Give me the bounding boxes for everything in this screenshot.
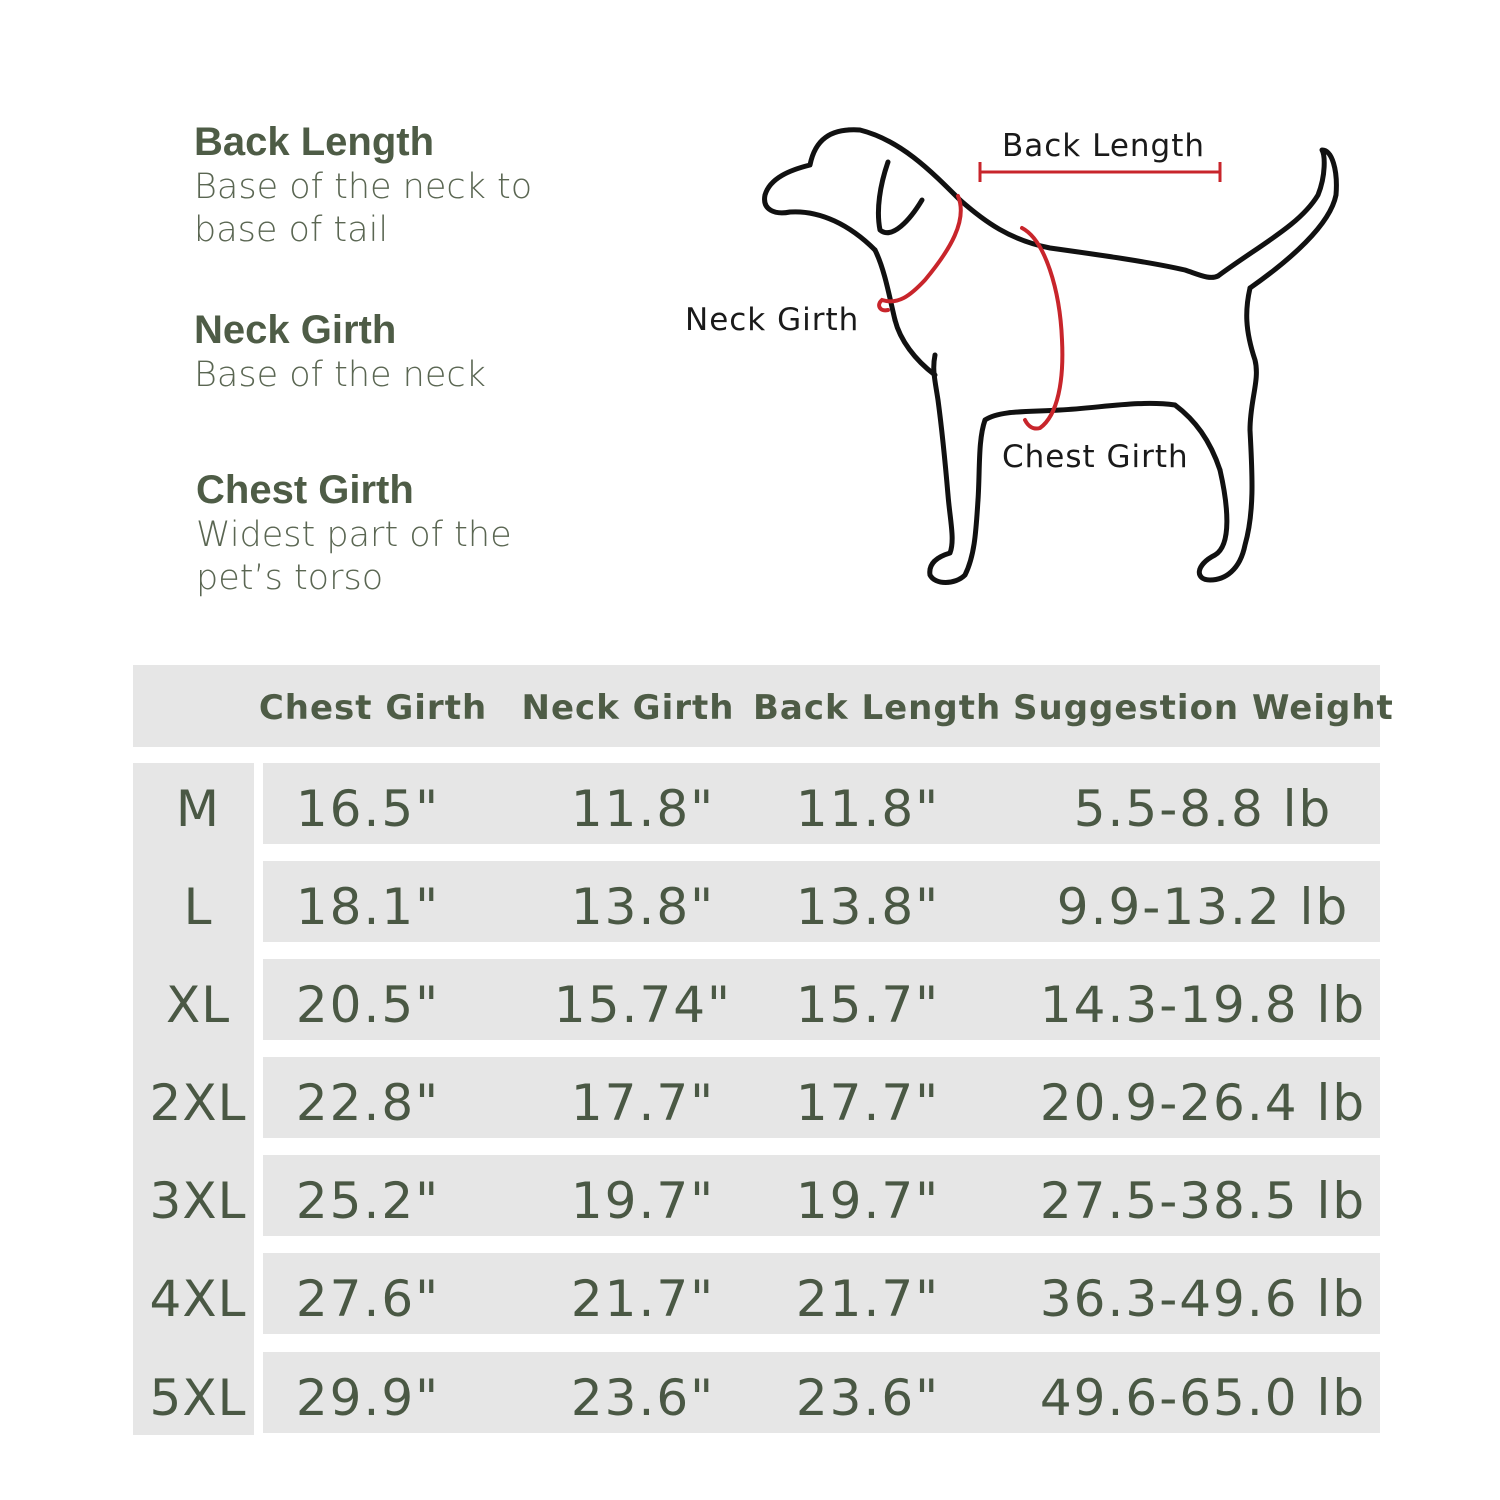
diagram-label-neck-girth: Neck Girth [685, 302, 860, 338]
neck-girth-value: 13.8" [570, 878, 716, 936]
chest-girth-value: 20.5" [295, 976, 441, 1034]
back-length-value: 15.7" [795, 976, 941, 1034]
neck-girth-value: 21.7" [570, 1270, 716, 1328]
table-row [263, 1057, 1380, 1138]
back-length-marker [980, 162, 1220, 182]
neck-girth-value: 15.74" [553, 976, 733, 1034]
neck-girth-value: 23.6" [570, 1369, 716, 1427]
size-label: M [175, 780, 221, 838]
size-label: 3XL [149, 1172, 247, 1230]
suggestion-weight-value: 27.5-38.5 lb [1039, 1172, 1367, 1230]
suggestion-weight-value: 14.3-19.8 lb [1039, 976, 1367, 1034]
chest-girth-value: 25.2" [295, 1172, 441, 1230]
guide-description: Widest part of the pet’s torso [196, 515, 512, 598]
back-length-value: 13.8" [795, 878, 941, 936]
header-back-length: Back Length [753, 688, 1002, 728]
suggestion-weight-value: 20.9-26.4 lb [1039, 1074, 1367, 1132]
back-length-value: 17.7" [795, 1074, 941, 1132]
diagram-label-back-length: Back Length [1002, 128, 1206, 164]
guide-chest-girth [196, 468, 512, 600]
chest-girth-marker [1022, 228, 1062, 429]
size-label: 4XL [149, 1270, 247, 1328]
chest-girth-value: 29.9" [295, 1369, 441, 1427]
back-length-value: 21.7" [795, 1270, 941, 1328]
guide-back-length [194, 120, 532, 252]
guide-title: Neck Girth [194, 308, 397, 352]
size-table-header [133, 665, 1394, 747]
chest-girth-value: 16.5" [295, 780, 441, 838]
table-row [263, 1155, 1380, 1236]
dog-measurement-diagram [670, 110, 1370, 610]
chest-girth-value: 22.8" [295, 1074, 441, 1132]
neck-girth-value: 17.7" [570, 1074, 716, 1132]
suggestion-weight-value: 5.5-8.8 lb [1073, 780, 1333, 838]
guide-description: Base of the neck to base of tail [194, 167, 533, 250]
header-chest-girth: Chest Girth [258, 688, 488, 728]
table-row [263, 1352, 1380, 1433]
table-row [263, 1253, 1380, 1334]
guide-description: Base of the neck [194, 355, 486, 395]
chest-girth-value: 27.6" [295, 1270, 441, 1328]
size-label: XL [165, 976, 231, 1034]
table-row [263, 763, 1380, 844]
back-length-value: 23.6" [795, 1369, 941, 1427]
back-length-value: 19.7" [795, 1172, 941, 1230]
size-label: 2XL [149, 1074, 247, 1132]
guide-title: Back Length [194, 120, 435, 164]
diagram-label-chest-girth: Chest Girth [1002, 439, 1189, 475]
neck-girth-value: 11.8" [570, 780, 716, 838]
back-length-value: 11.8" [795, 780, 941, 838]
header-suggestion-weight: Suggestion Weight [1013, 688, 1394, 728]
size-label: L [183, 878, 213, 936]
header-neck-girth: Neck Girth [521, 688, 735, 728]
dog-outline-icon [765, 130, 1337, 583]
suggestion-weight-value: 36.3-49.6 lb [1039, 1270, 1367, 1328]
neck-girth-value: 19.7" [570, 1172, 716, 1230]
neck-girth-marker [879, 196, 961, 310]
table-row [263, 861, 1380, 942]
guide-neck-girth [194, 308, 486, 397]
suggestion-weight-value: 49.6-65.0 lb [1039, 1369, 1367, 1427]
guide-title: Chest Girth [196, 468, 414, 512]
chest-girth-value: 18.1" [295, 878, 441, 936]
size-label: 5XL [149, 1369, 247, 1427]
table-row [263, 959, 1380, 1040]
suggestion-weight-value: 9.9-13.2 lb [1056, 878, 1350, 936]
